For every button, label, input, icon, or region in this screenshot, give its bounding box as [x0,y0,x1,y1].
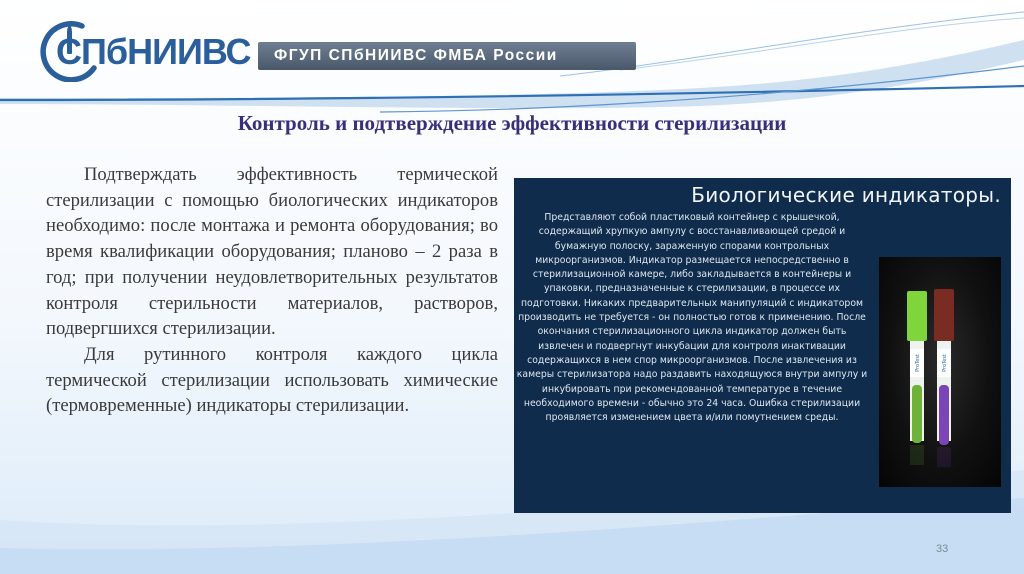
tube2-label: ProTest [942,354,948,372]
logo-text: СПбНИИВС [56,31,251,72]
organization-banner: ФГУП СПбНИИВС ФМБА России [258,42,636,70]
tube1-label: ProTest [915,354,921,372]
logo [38,18,250,82]
tube2-liquid [939,385,949,445]
tube2-cap [934,289,954,341]
page-number: 33 [936,543,949,555]
panel-title: Биологические индикаторы. [691,183,1001,207]
slide-title: Контроль и подтверждение эффективности стерилизации [237,111,787,135]
body-paragraph: Для рутинного контроля каждого цикла термической стерилизации использовать химические (термовременные) индикаторы стерилизации. [46,343,498,417]
biological-indicators-panel [514,178,1011,513]
indicator-tubes-photo [879,257,1001,487]
panel-description: Представляют собой пластиковый контейнер с крышечкой, содержащий хрупкую ампулу с восстанавливающей средой и бумажную полоску, зараженную спорами контрольных микроорганизмов. Индикатор размещается непосредственно в стерилизационной камере, либо закладывается в контейнеры и упаковки, предназначенные к стерилизации, в процессе их подготовки. Никаких предварительных манипуляций с индикатором производить не требуется - он полностью готов к применению. После окончания стерилизационного цикла индикатор должен быть извлечен и подвергнут инкубации для контроля инактивации содержащихся в нем спор микроорганизмов. После извлечения из камеры стерилизатора надо раздавить находящуюся внутри ампулу и инкубировать при рекомендованной температуре в течение необходимого времени - обычно это 24 часа. Ошибка стерилизации проявляется изменением цвета и/или помутнением среды. [516,212,868,424]
body-text [46,162,498,419]
body-paragraph: Подтверждать эффективность термической стерилизации с помощью биологических индикаторов необходимо: после монтажа и ремонта оборудования; во время квалификации оборудования; планово – 2 раза в год; при получении неудовлетворительных результатов контроля стерильности материалов, растворов, подвергшихся стерилизации. [46,164,498,340]
tube1-cap [907,291,927,341]
tubes-illustration [879,257,1001,487]
tube1-liquid [912,385,922,443]
